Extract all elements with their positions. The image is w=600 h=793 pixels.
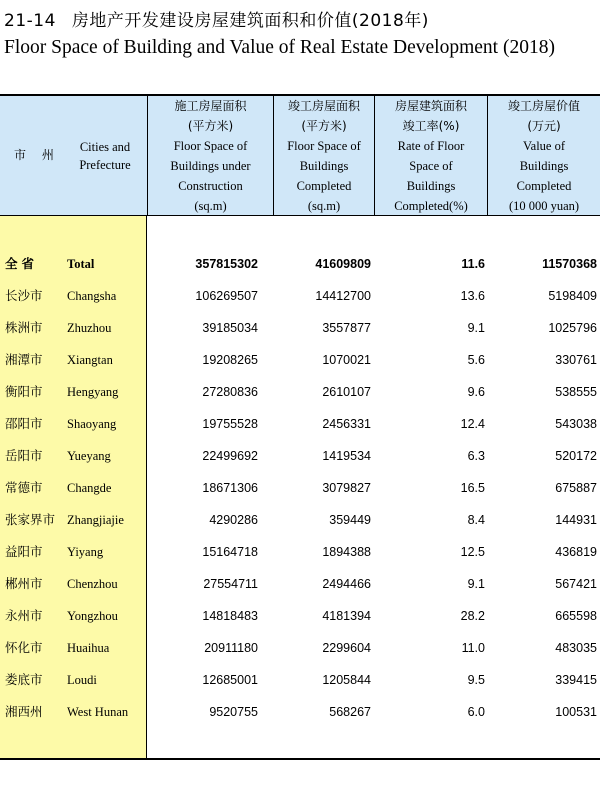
table-number: 21-14 (4, 11, 56, 31)
city-header-en: Cities and Prefecture (79, 140, 131, 172)
table-row: 株洲市 Zhuzhou 39185034 3557877 9.1 1025796 (5, 320, 597, 335)
data-table (0, 96, 600, 758)
table-row-total: 全省 Total 357815302 41609809 11.6 11570368 (5, 256, 597, 271)
title-cn-text: 房地产开发建设房屋建筑面积和价值(2018年) (71, 11, 429, 31)
col-header-rate: 房屋建筑面积 竣工率(%) Rate of Floor Space of Buildings Completed(%) (374, 96, 487, 215)
table-row: 湘西州 West Hunan 9520755 568267 6.0 100531 (5, 704, 597, 719)
bottom-rule (0, 758, 600, 760)
table-row: 益阳市 Yiyang 15164718 1894388 12.5 436819 (5, 544, 597, 559)
col-header-completed: 竣工房屋面积 (平方米) Floor Space of Buildings Completed (sq.m) (273, 96, 374, 215)
col-header-under-construction: 施工房屋面积 (平方米) Floor Space of Buildings under Construction (sq.m) (147, 96, 273, 215)
table-row: 郴州市 Chenzhou 27554711 2494466 9.1 567421 (5, 576, 597, 591)
table-row: 娄底市 Loudi 12685001 1205844 9.5 339415 (5, 672, 597, 687)
table-row: 衡阳市 Hengyang 27280836 2610107 9.6 538555 (5, 384, 597, 399)
col-header-value: 竣工房屋价值 (万元) Value of Buildings Completed (10 000 yuan) (487, 96, 600, 215)
table-row: 长沙市 Changsha 106269507 14412700 13.6 5198409 (5, 288, 597, 303)
table-header (0, 96, 600, 216)
table-row: 张家界市 Zhangjiajie 4290286 359449 8.4 144931 (5, 512, 597, 527)
page-title-en: Floor Space of Building and Value of Real Estate Development (2018) (4, 37, 555, 58)
table-row: 湘潭市 Xiangtan 19208265 1070021 5.6 330761 (5, 352, 597, 367)
page-title-cn (4, 6, 429, 31)
table-row: 常德市 Changde 18671306 3079827 16.5 675887 (5, 480, 597, 495)
table-row: 永州市 Yongzhou 14818483 4181394 28.2 665598 (5, 608, 597, 623)
table-row: 岳阳市 Yueyang 22499692 1419534 6.3 520172 (5, 448, 597, 463)
city-header-cn: 市 州 (14, 148, 60, 162)
table-row: 怀化市 Huaihua 20911180 2299604 11.0 483035 (5, 640, 597, 655)
table-row: 邵阳市 Shaoyang 19755528 2456331 12.4 543038 (5, 416, 597, 431)
